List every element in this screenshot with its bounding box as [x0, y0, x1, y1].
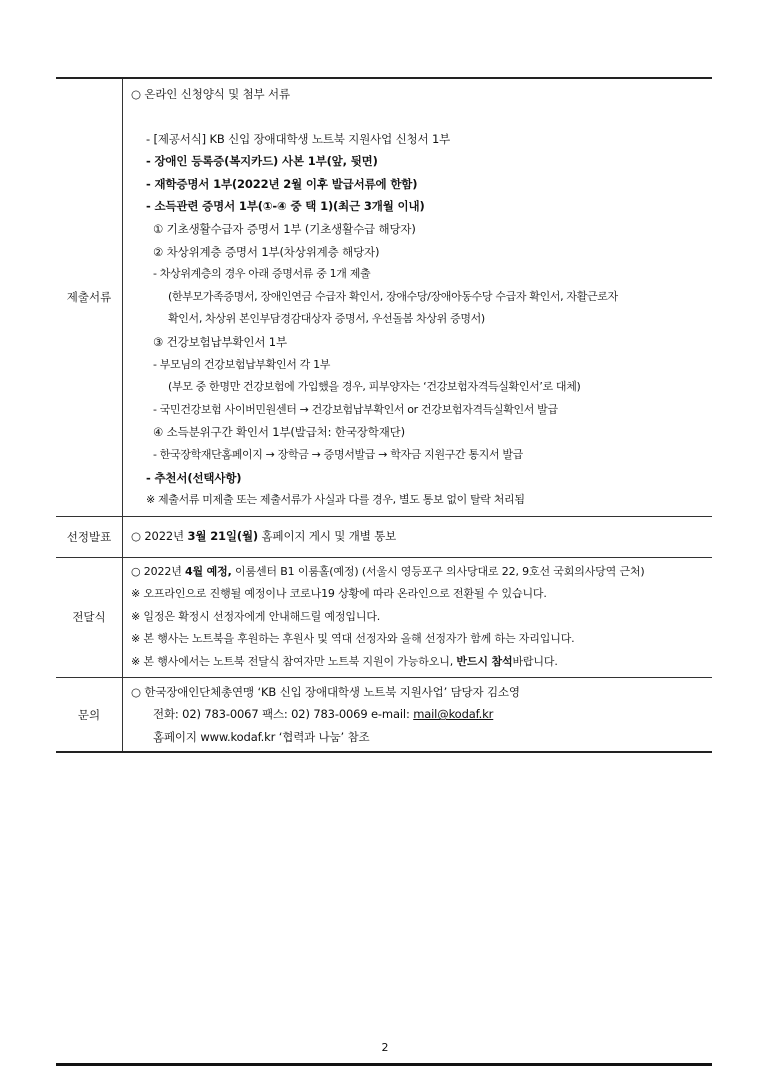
email-link[interactable]: mail@kodaf.kr	[413, 707, 494, 722]
ceremony-last-post: 바랍니다.	[512, 655, 558, 669]
document-item: - 장애인 등록증(복지카드) 사본 1부(앞, 뒷면)	[146, 154, 378, 169]
contact-phone-text: 전화: 02) 783-0067 팩스: 02) 783-0069 e-mail:	[153, 707, 414, 722]
document-item: (부모 중 한명만 건강보험에 가입했을 경우, 피부양자는 ‘건강보험자격득실확인서’로 대체)	[168, 380, 581, 394]
ceremony-row	[56, 557, 712, 677]
document-item: - 재학증명서 1부(2022년 2월 이후 발급서류에 한함)	[146, 176, 418, 191]
document-item: - [제공서식] KB 신입 장애대학생 노트북 지원사업 신청서 1부	[146, 131, 451, 146]
ceremony-last-pre: ※ 본 행사에서는 노트북 전달식 참여자만 노트북 지원이 가능하오니,	[131, 655, 457, 669]
contact-phone	[131, 703, 712, 726]
documents-heading: ○ 온라인 신청양식 및 첨부 서류	[131, 87, 290, 101]
announcement-date: 3월 21일(월)	[187, 529, 259, 544]
footer-divider	[56, 1063, 712, 1066]
contact-label: 문의	[56, 677, 123, 752]
ceremony-note: ※ 본 행사는 노트북을 후원하는 후원사 및 역대 선정자와 올해 선정자가 함께 하는 자리입니다.	[131, 632, 575, 646]
announcement-pre: ○ 2022년	[131, 529, 188, 544]
documents-row	[56, 78, 712, 516]
spacer	[131, 106, 712, 128]
ceremony-pre: ○ 2022년	[131, 564, 186, 578]
documents-label: 제출서류	[56, 78, 123, 516]
ceremony-label: 전달식	[56, 557, 123, 677]
ceremony-last-bold: 반드시 참석	[456, 655, 513, 669]
announcement-label: 선정발표	[56, 516, 123, 557]
ceremony-content	[123, 557, 713, 677]
ceremony-post: 이룸센터 B1 이룸홀(예정) (서울시 영등포구 의사당대로 22, 9호선 국회의사당역 근처)	[231, 564, 645, 578]
document-item: ① 기초생활수급자 증명서 1부 (기초생활수급 해당자)	[153, 221, 416, 236]
document-item: - 추천서(선택사항)	[146, 470, 242, 485]
document-item: ④ 소득분위구간 확인서 1부(발급처: 한국장학재단)	[153, 425, 405, 440]
contact-content	[123, 677, 713, 752]
contact-homepage: 홈페이지 www.kodaf.kr ‘협력과 나눔’ 참조	[153, 729, 370, 744]
documents-content	[123, 78, 713, 516]
document-item: - 국민건강보험 사이버민원센터 → 건강보험납부확인서 or 건강보험자격득실확인서 발급	[153, 402, 558, 416]
info-table	[56, 77, 712, 753]
announcement-line	[131, 525, 712, 548]
ceremony-line	[131, 561, 712, 584]
ceremony-note	[131, 651, 712, 674]
document-item: (한부모가족증명서, 장애인연금 수급자 확인서, 장애수당/장애아동수당 수급자 확인서, 자활근로자	[168, 289, 618, 303]
ceremony-date: 4월 예정,	[185, 564, 232, 578]
document-note: ※ 제출서류 미제출 또는 제출서류가 사실과 다를 경우, 별도 통보 없이 탈락 처리됨	[146, 493, 525, 507]
document-item: ② 차상위계층 증명서 1부(차상위계층 해당자)	[153, 244, 380, 259]
page-number: 2	[381, 1041, 389, 1054]
ceremony-note: ※ 일정은 확정시 선정자에게 안내해드릴 예정입니다.	[131, 609, 381, 623]
document-item: - 한국장학재단홈페이지 → 장학금 → 증명서발급 → 학자금 지원구간 통지서 발급	[153, 447, 523, 461]
document-item: - 부모님의 건강보험납부확인서 각 1부	[153, 357, 330, 371]
announcement-content	[123, 516, 713, 557]
contact-line: ○ 한국장애인단체총연맹 ‘KB 신입 장애대학생 노트북 지원사업’ 담당자 김소영	[131, 684, 520, 699]
contact-row	[56, 677, 712, 752]
document-item: ③ 건강보험납부확인서 1부	[153, 334, 287, 349]
announcement-post: 홈페이지 게시 및 개별 통보	[258, 529, 397, 544]
announcement-row	[56, 516, 712, 557]
document-item: 확인서, 차상위 본인부담경감대상자 증명서, 우선돌봄 차상위 증명서)	[168, 312, 485, 326]
document-item: - 차상위계층의 경우 아래 증명서류 중 1개 제출	[153, 267, 371, 281]
document-item: - 소득관련 증명서 1부(①-④ 중 택 1)(최근 3개월 이내)	[146, 199, 425, 214]
ceremony-note: ※ 오프라인으로 진행될 예정이나 코로나19 상황에 따라 온라인으로 전환될 수 있습니다.	[131, 587, 547, 601]
